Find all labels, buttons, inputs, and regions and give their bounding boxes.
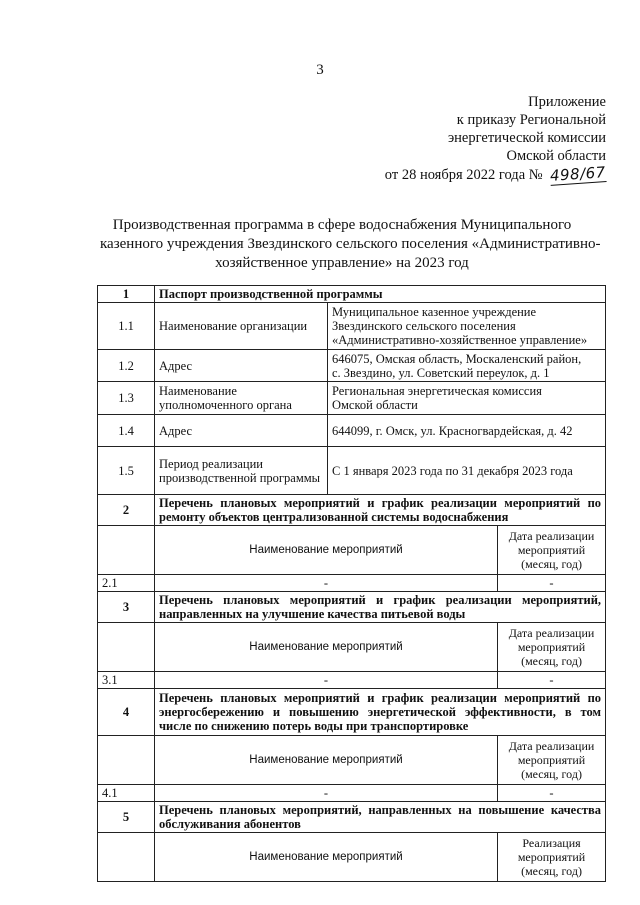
row-value: 644099, г. Омск, ул. Красногвардейская, д. 42: [328, 415, 606, 447]
production-program-table: [97, 285, 606, 882]
section-1-header-row: [98, 286, 606, 303]
row-number: 1.5: [98, 447, 155, 495]
appendix-line-1: Приложение: [528, 94, 606, 110]
section-2-header-row: [98, 495, 606, 526]
section-3-header-row: [98, 592, 606, 623]
title-line-1: Производственная программа в сфере водоснабжения Муниципального: [112, 217, 572, 233]
section-title: Паспорт производственной программы: [155, 286, 606, 303]
column-header-date: Дата реализации мероприятий (месяц, год): [498, 526, 606, 575]
value-line: Муниципальное казенное учреждение: [332, 305, 537, 319]
empty-cell: [98, 623, 155, 672]
column-header-measures: Наименование мероприятий: [155, 623, 498, 672]
section-4-header-row: [98, 689, 606, 736]
value-line: Региональная энергетическая комиссия: [332, 384, 542, 398]
row-value: С 1 января 2023 года по 31 декабря 2023 года: [328, 447, 606, 495]
appendix-line-2: к приказу Региональной: [456, 112, 606, 128]
column-header-date: Дата реализации мероприятий (месяц, год): [498, 623, 606, 672]
appendix-line-4: Омской области: [506, 148, 606, 164]
table-row: [98, 672, 606, 689]
row-number: 1.4: [98, 415, 155, 447]
column-header-row: [98, 833, 606, 882]
row-number: 4.1: [98, 785, 155, 802]
empty-cell: [98, 736, 155, 785]
column-header-date: Дата реализации мероприятий (месяц, год): [498, 736, 606, 785]
column-header-measures: Наименование мероприятий: [155, 736, 498, 785]
appendix-line-3: энергетической комиссии: [447, 130, 606, 146]
value-line: с. Звездино, ул. Советский переулок, д. 1: [332, 365, 550, 380]
section-title: Перечень плановых мероприятий, направленных на повышение качества обслуживания абонентов: [155, 802, 606, 833]
section-5-header-row: [98, 802, 606, 833]
section-title: Перечень плановых мероприятий и график реализации мероприятий по энергосбережению и повышению энергетической эффективности, в том числе по снижению потерь воды при транспортировке: [155, 689, 606, 736]
document-title: [100, 216, 601, 273]
column-header-row: [98, 736, 606, 785]
appendix-block: [385, 93, 606, 184]
column-header-measures: Наименование мероприятий: [155, 526, 498, 575]
table-row: [98, 303, 606, 350]
table-row: [98, 785, 606, 802]
row-number: 3.1: [98, 672, 155, 689]
section-number: 2: [98, 495, 155, 526]
empty-cell: [98, 526, 155, 575]
section-number: 3: [98, 592, 155, 623]
value-line: Звездинского сельского поселения: [332, 319, 516, 333]
value-line: «Административно-хозяйственное управление»: [332, 333, 588, 347]
row-value: -: [155, 672, 498, 689]
column-header-measures: Наименование мероприятий: [155, 833, 498, 882]
row-label: Адрес: [155, 350, 328, 382]
section-title: Перечень плановых мероприятий и график реализации мероприятий по ремонту объектов централизованной системы водоснабжения: [155, 495, 606, 526]
row-number: 1.3: [98, 382, 155, 415]
table-row: [98, 350, 606, 382]
row-value: [328, 382, 606, 415]
row-date: -: [498, 575, 606, 592]
row-date: -: [498, 672, 606, 689]
column-header-realization: Реализация мероприятий (месяц, год): [498, 833, 606, 882]
row-value: -: [155, 575, 498, 592]
section-title: Перечень плановых мероприятий и график реализации мероприятий, направленных на улучшение качества питьевой воды: [155, 592, 606, 623]
value-line: 646075, Омская область, Москаленский район,: [332, 351, 582, 366]
title-line-3: хозяйственное управление» на 2023 год: [215, 255, 469, 271]
row-value: -: [155, 785, 498, 802]
row-label: Наименование уполномоченного органа: [155, 382, 328, 415]
row-label: Период реализации производственной программы: [155, 447, 328, 495]
row-value: [328, 303, 606, 350]
section-number: 4: [98, 689, 155, 736]
row-number: 1.2: [98, 350, 155, 382]
empty-cell: [98, 833, 155, 882]
row-label: Наименование организации: [155, 303, 328, 350]
section-number: 5: [98, 802, 155, 833]
row-value: [328, 350, 606, 382]
table-row: [98, 575, 606, 592]
row-number: 2.1: [98, 575, 155, 592]
order-date: от 28 ноября 2022 года №: [384, 167, 543, 183]
row-number: 1.1: [98, 303, 155, 350]
table-row: [98, 415, 606, 447]
title-line-2: казенного учреждения Звездинского сельского поселения «Административно-: [100, 236, 601, 252]
column-header-row: [98, 623, 606, 672]
order-number-handwritten: 498/67: [549, 163, 607, 185]
row-date: -: [498, 785, 606, 802]
value-line: Омской области: [332, 398, 418, 412]
table-row: [98, 447, 606, 495]
row-label: Адрес: [155, 415, 328, 447]
page-number: 3: [316, 62, 324, 78]
column-header-row: [98, 526, 606, 575]
table-row: [98, 382, 606, 415]
section-number: 1: [98, 286, 155, 303]
appendix-line-5: [385, 165, 606, 184]
